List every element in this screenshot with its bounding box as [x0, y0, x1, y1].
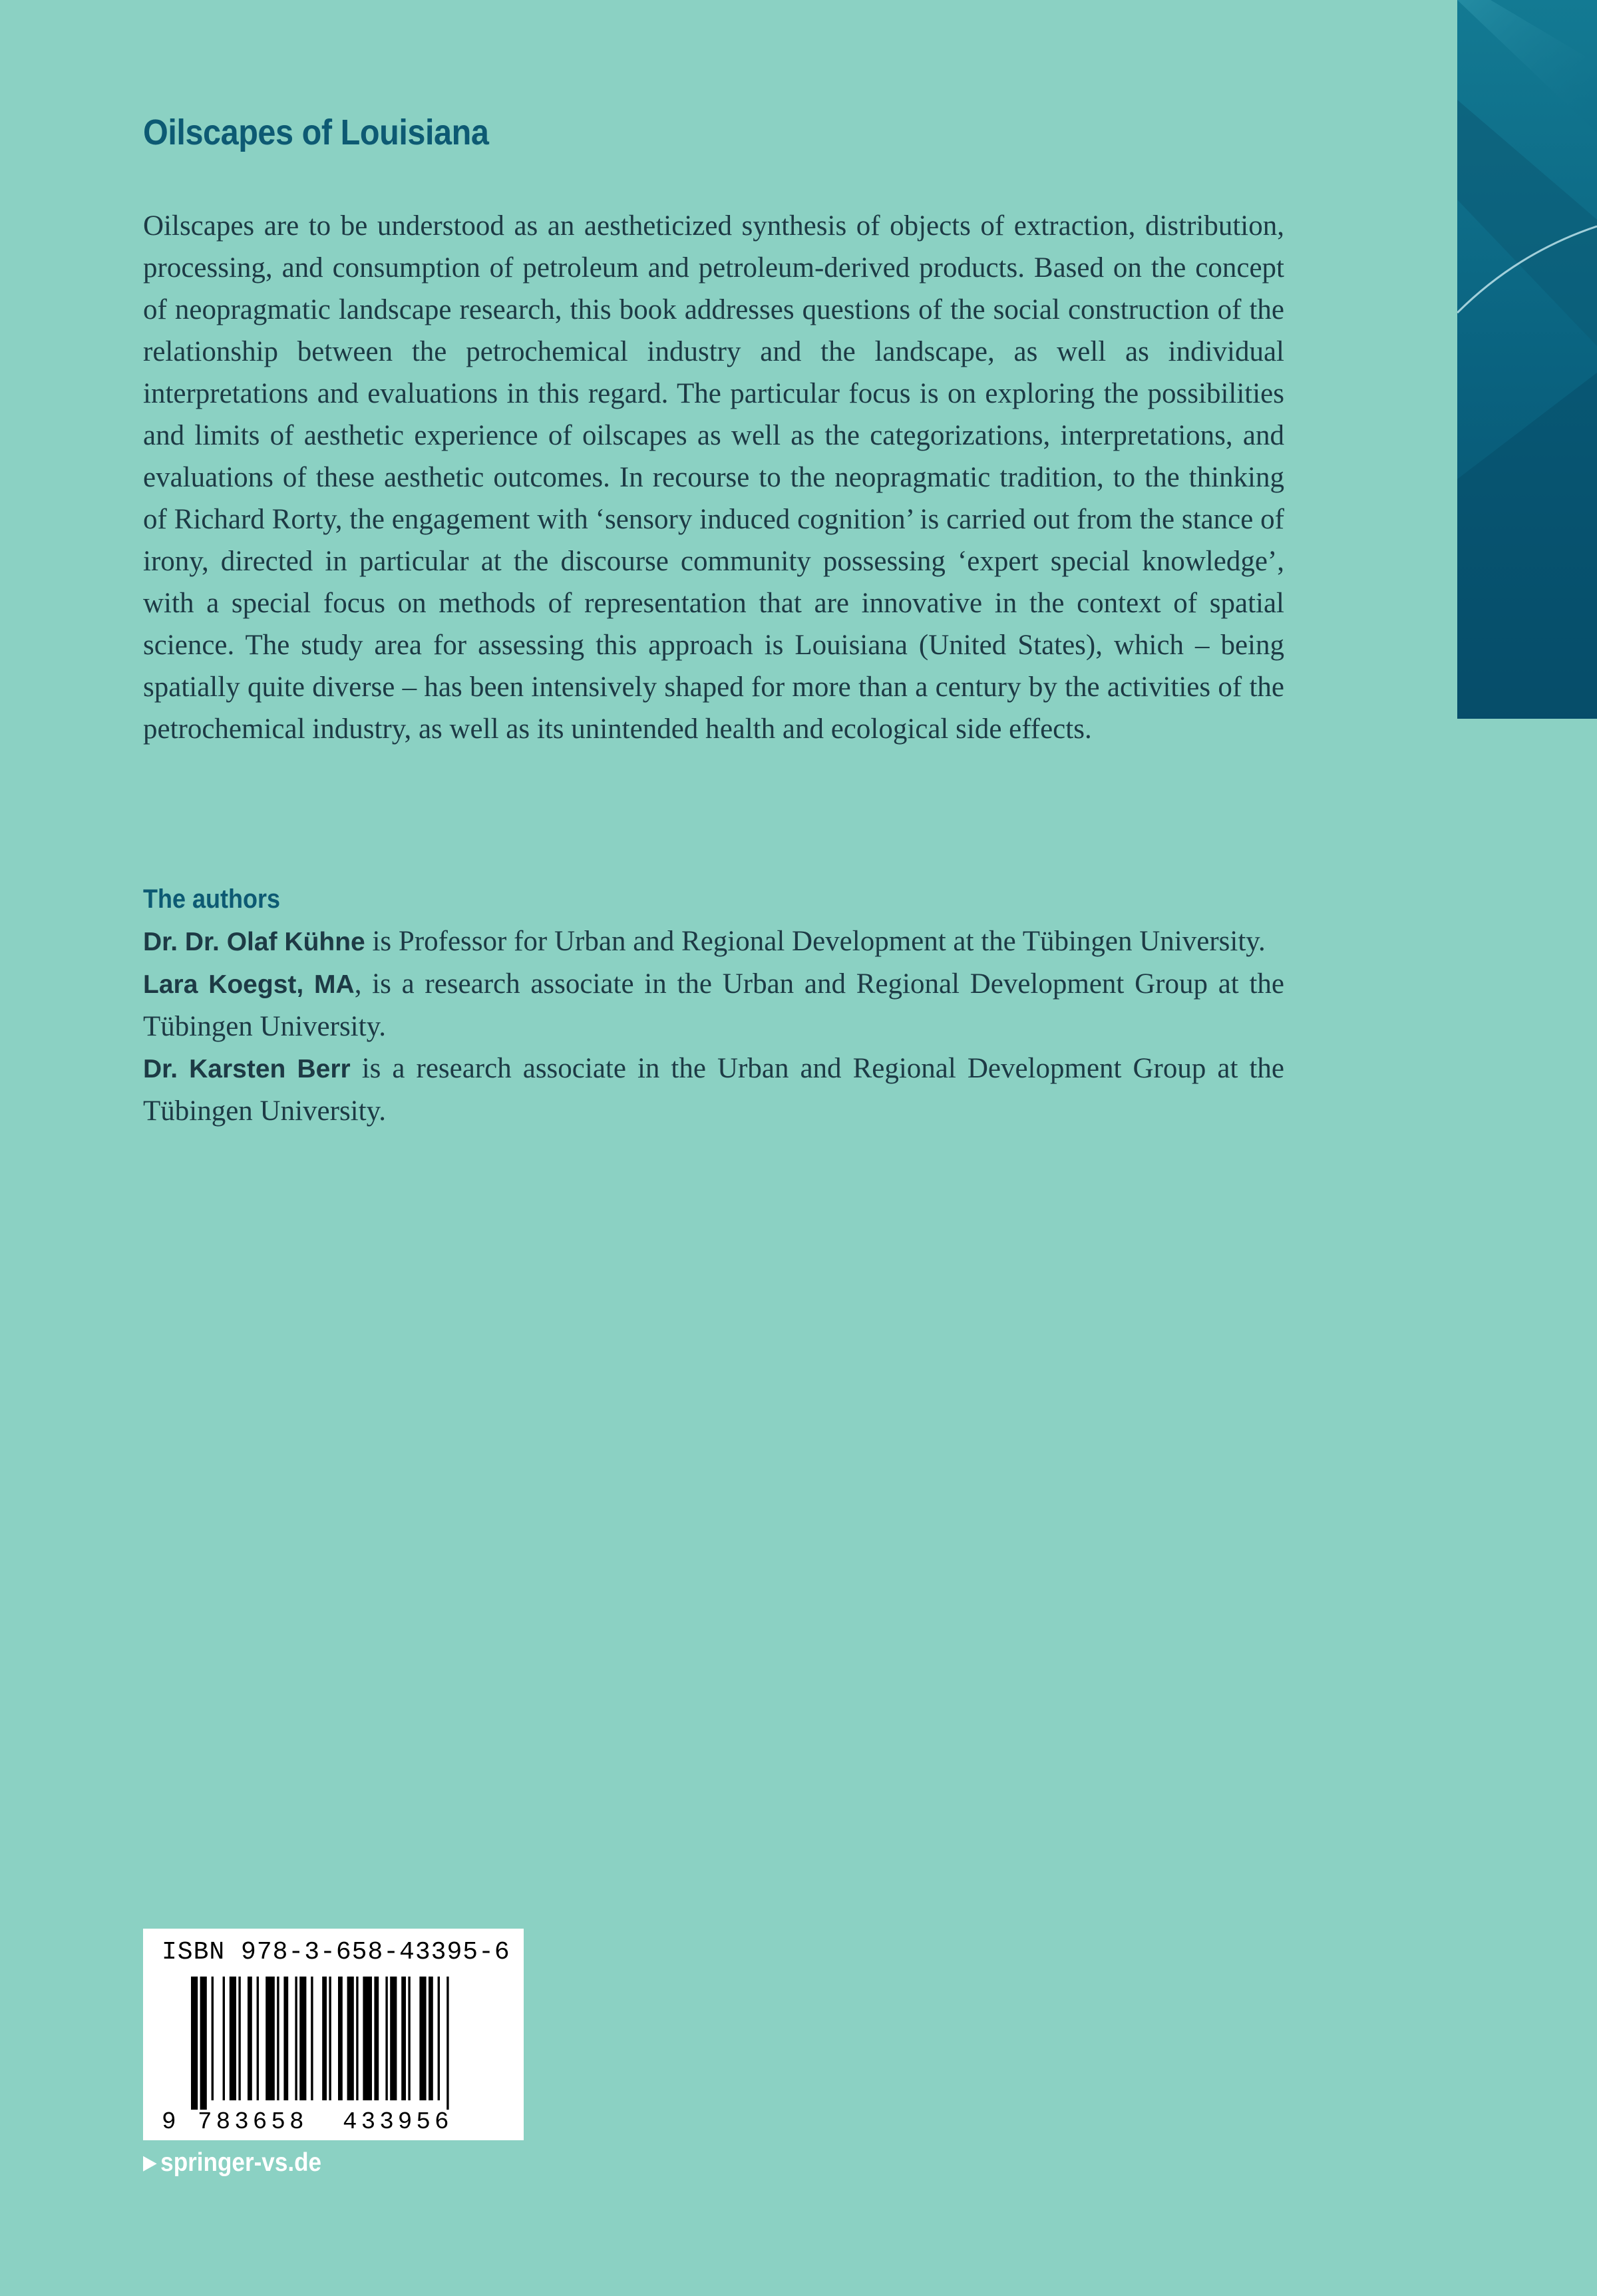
barcode-bar — [277, 1977, 279, 2100]
author-bio: is a research associate in the Urban and Regional Development Group at the Tübingen University. — [143, 1053, 1284, 1127]
barcode-bars — [143, 1929, 524, 2140]
barcode-bar — [363, 1977, 372, 2100]
corner-decoration — [1457, 0, 1597, 719]
barcode-bar — [438, 1977, 440, 2100]
publisher-link[interactable] — [143, 2148, 321, 2178]
author-entry — [143, 1048, 1284, 1132]
barcode-bar — [338, 1977, 343, 2100]
barcode-bar — [230, 1977, 236, 2100]
barcode-bar — [283, 1977, 288, 2100]
barcode-bar — [419, 1977, 426, 2100]
book-blurb: Oilscapes are to be understood as an aestheticized synthesis of objects of extraction, distribution, processing, and consumption of petroleum and petroleum-derived products. Based on the concept of neopragmatic landscape research, this book addresses questions of the social construction of the relationship between the petrochemical industry and the landscape, as well as individual interpretations and evaluations in this regard. The particular focus is on exploring the possibilities and limits of aesthetic experience of oilscapes as well as the categorizations, interpretations, and evaluations of these aesthetic outcomes. In recourse to the neopragmatic tradition, to the thinking of Richard Rorty, the engagement with ‘sensory induced cognition’ is carried out from the stance of irony, directed in particular at the discourse community possessing ‘expert special knowledge’, with a special focus on methods of representation that are innovative in the context of spatial science. The study area for assessing this approach is Louisiana (United States), which – being spatially quite diverse – has been intensively shaped for more than a century by the activities of the petrochemical industry, as well as its unintended health and ecological side effects. — [143, 210, 1284, 745]
barcode-digit-prefix: 9 — [162, 2108, 176, 2136]
author-entry — [143, 963, 1284, 1048]
barcode-bar — [322, 1977, 327, 2100]
author-name: Dr. Dr. Olaf Kühne — [143, 928, 365, 956]
barcode-bar — [299, 1977, 306, 2100]
author-name: Lara Koegst, MA — [143, 970, 355, 999]
isbn-label: ISBN 978-3-658-43395-6 — [162, 1938, 510, 1967]
barcode-bar — [212, 1977, 214, 2100]
barcode-bar — [356, 1977, 358, 2100]
authors-heading: The authors — [143, 884, 281, 914]
book-title: Oilscapes of Louisiana — [143, 112, 489, 152]
barcode-bar — [385, 1977, 387, 2100]
barcode-digits-right: 433956 — [343, 2108, 453, 2136]
author-bio: , is a research associate in the Urban and Regional Development Group at the Tübingen University. — [143, 968, 1284, 1042]
barcode-bar — [401, 1977, 406, 2100]
barcode-bar — [390, 1977, 397, 2100]
barcode-bar — [238, 1977, 240, 2100]
barcode-bar — [347, 1977, 354, 2100]
publisher-url: springer-vs.de — [160, 2148, 322, 2177]
barcode-digits-left: 783658 — [198, 2108, 308, 2136]
author-bio: is Professor for Urban and Regional Development at the Tübingen University. — [365, 926, 1266, 957]
barcode-bar — [408, 1977, 410, 2100]
author-name: Dr. Karsten Berr — [143, 1055, 351, 1083]
barcode-bar — [248, 1977, 252, 2100]
barcode-bar — [200, 1977, 207, 2110]
barcode-bar — [311, 1977, 313, 2100]
author-entry — [143, 920, 1284, 963]
barcode-bar — [429, 1977, 433, 2100]
authors-section — [143, 878, 1284, 1132]
barcode-bar — [257, 1977, 259, 2100]
triangle-right-icon: ▶ — [143, 2152, 157, 2174]
barcode-bar — [295, 1977, 297, 2100]
barcode-bar — [223, 1977, 225, 2100]
barcode-bar — [191, 1977, 198, 2110]
barcode-bar — [446, 1977, 448, 2110]
barcode-bar — [374, 1977, 379, 2100]
barcode-bar — [329, 1977, 331, 2100]
isbn-barcode — [143, 1929, 524, 2140]
barcode-bar — [266, 1977, 275, 2100]
